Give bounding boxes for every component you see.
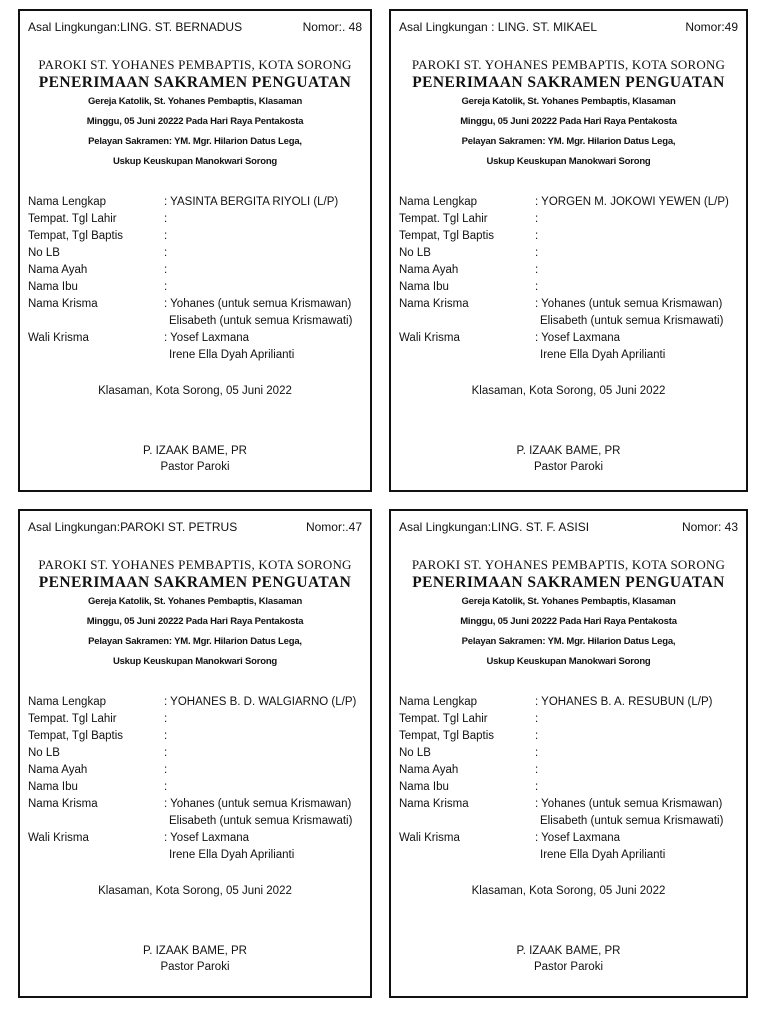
info-line: Gereja Katolik, St. Yohanes Pembaptis, Klasaman bbox=[461, 596, 676, 607]
field-colon: : bbox=[535, 264, 539, 276]
field-colon: : bbox=[535, 730, 539, 742]
field-row bbox=[28, 762, 364, 779]
field-label: No LB bbox=[28, 747, 60, 759]
full-name-value: : YOHANES B. D. WALGIARNO (L/P) bbox=[164, 696, 357, 708]
krisma-line-1: : Yohanes (untuk semua Krismawan) bbox=[164, 798, 352, 810]
info-line: Pelayan Sakramen: YM. Mgr. Hilarion Datus Lega, bbox=[88, 136, 302, 147]
krisma-line-1: : Yohanes (untuk semua Krismawan) bbox=[164, 298, 352, 310]
field-row bbox=[399, 194, 740, 211]
full-name-value: : YORGEN M. JOKOWI YEWEN (L/P) bbox=[535, 196, 729, 208]
origin-text: Asal Lingkungan:LING. ST. F. ASISI bbox=[399, 520, 590, 534]
number-text: Nomor:.47 bbox=[305, 520, 362, 534]
field-colon: : bbox=[535, 764, 539, 776]
info-line: Pelayan Sakramen: YM. Mgr. Hilarion Datus Lega, bbox=[88, 636, 302, 647]
field-colon: : bbox=[164, 730, 168, 742]
card-heading bbox=[20, 557, 370, 672]
field-list bbox=[399, 694, 740, 864]
wali-value bbox=[164, 330, 364, 364]
signer-name: P. IZAAK BAME, PR bbox=[143, 945, 247, 957]
field-row bbox=[28, 711, 364, 728]
card-header bbox=[28, 20, 362, 34]
certificate-title: PENERIMAAN SAKRAMEN PENGUATAN bbox=[38, 574, 352, 591]
signer-name: P. IZAAK BAME, PR bbox=[516, 945, 621, 957]
certificate-title: PENERIMAAN SAKRAMEN PENGUATAN bbox=[412, 574, 725, 591]
field-row bbox=[399, 694, 740, 711]
field-list bbox=[28, 694, 364, 864]
parish-name: PAROKI ST. YOHANES PEMBAPTIS, KOTA SORONG bbox=[411, 557, 726, 572]
field-label: Tempat. Tgl Lahir bbox=[399, 713, 488, 725]
signer-name: P. IZAAK BAME, PR bbox=[143, 445, 247, 457]
krisma-line-2: Elisabeth (untuk semua Krismawati) bbox=[169, 315, 353, 327]
field-label: Tempat, Tgl Baptis bbox=[28, 730, 124, 742]
origin-text: Asal Lingkungan : LING. ST. MIKAEL bbox=[399, 20, 598, 34]
field-label: Nama Ayah bbox=[28, 264, 88, 276]
card-heading bbox=[20, 57, 370, 172]
info-line: Uskup Keuskupan Manokwari Sorong bbox=[486, 156, 651, 167]
wali-line-1: : Yosef Laxmana bbox=[164, 332, 250, 344]
field-label: No LB bbox=[28, 247, 60, 259]
krisma-line-1: : Yohanes (untuk semua Krismawan) bbox=[535, 298, 723, 310]
field-label: Nama Ayah bbox=[399, 264, 459, 276]
field-colon: : bbox=[535, 713, 539, 725]
krisma-line-1: : Yohanes (untuk semua Krismawan) bbox=[535, 798, 723, 810]
field-colon: : bbox=[535, 781, 539, 793]
field-list bbox=[28, 194, 364, 364]
field-label: No LB bbox=[399, 747, 431, 759]
field-row bbox=[399, 745, 740, 762]
field-row bbox=[28, 211, 364, 228]
certificate-title: PENERIMAAN SAKRAMEN PENGUATAN bbox=[38, 74, 352, 91]
certificate-card bbox=[18, 509, 372, 998]
field-colon: : bbox=[164, 230, 168, 242]
info-line: Pelayan Sakramen: YM. Mgr. Hilarion Datus Lega, bbox=[461, 136, 676, 147]
wali-line-2: Irene Ella Dyah Aprilianti bbox=[540, 349, 666, 361]
krisma-line-2: Elisabeth (untuk semua Krismawati) bbox=[540, 315, 724, 327]
certificate-card bbox=[389, 509, 748, 998]
field-colon: : bbox=[164, 713, 168, 725]
card-heading bbox=[391, 57, 746, 172]
wali-line-2: Irene Ella Dyah Aprilianti bbox=[169, 349, 295, 361]
field-label: Tempat, Tgl Baptis bbox=[399, 730, 495, 742]
field-label: No LB bbox=[399, 247, 431, 259]
krisma-value bbox=[535, 296, 740, 330]
wali-line-1: : Yosef Laxmana bbox=[535, 832, 621, 844]
field-label: Nama Ibu bbox=[28, 281, 78, 293]
field-label: Nama Krisma bbox=[399, 798, 469, 810]
field-colon: : bbox=[535, 230, 539, 242]
info-line: Minggu, 05 Juni 20222 Pada Hari Raya Pentakosta bbox=[460, 616, 677, 627]
field-row bbox=[399, 228, 740, 245]
field-colon: : bbox=[535, 747, 539, 759]
field-label: Nama Lengkap bbox=[399, 196, 477, 208]
signer-role: Pastor Paroki bbox=[533, 461, 604, 473]
full-name-value: : YASINTA BERGITA RIYOLI (L/P) bbox=[164, 196, 339, 208]
field-label: Nama Krisma bbox=[28, 298, 98, 310]
field-colon: : bbox=[164, 247, 168, 259]
field-label: Nama Lengkap bbox=[28, 196, 106, 208]
info-line: Uskup Keuskupan Manokwari Sorong bbox=[486, 656, 651, 667]
signature-block bbox=[20, 943, 370, 975]
field-colon: : bbox=[535, 281, 539, 293]
field-row bbox=[28, 279, 364, 296]
signer-name: P. IZAAK BAME, PR bbox=[516, 445, 621, 457]
field-label: Nama Lengkap bbox=[399, 696, 477, 708]
field-row bbox=[28, 296, 364, 330]
place-date: Klasaman, Kota Sorong, 05 Juni 2022 bbox=[471, 885, 666, 897]
place-date: Klasaman, Kota Sorong, 05 Juni 2022 bbox=[471, 385, 666, 397]
wali-value bbox=[164, 830, 364, 864]
signer-role: Pastor Paroki bbox=[160, 461, 230, 473]
number-text: Nomor: 43 bbox=[681, 520, 738, 534]
wali-line-2: Irene Ella Dyah Aprilianti bbox=[169, 849, 295, 861]
card-header bbox=[28, 520, 362, 534]
field-colon: : bbox=[164, 264, 168, 276]
field-colon: : bbox=[164, 213, 168, 225]
info-line: Minggu, 05 Juni 20222 Pada Hari Raya Pentakosta bbox=[86, 116, 304, 127]
info-line: Gereja Katolik, St. Yohanes Pembaptis, Klasaman bbox=[87, 596, 303, 607]
signer-role: Pastor Paroki bbox=[160, 961, 230, 973]
field-label: Nama Ayah bbox=[399, 764, 459, 776]
field-label: Nama Lengkap bbox=[28, 696, 106, 708]
field-row bbox=[399, 330, 740, 364]
field-label: Nama Ibu bbox=[399, 281, 449, 293]
wali-value bbox=[535, 830, 740, 864]
krisma-value bbox=[164, 796, 364, 830]
field-label: Nama Ayah bbox=[28, 764, 88, 776]
origin-text: Asal Lingkungan:LING. ST. BERNADUS bbox=[28, 20, 243, 34]
field-row bbox=[399, 762, 740, 779]
field-label: Tempat. Tgl Lahir bbox=[399, 213, 488, 225]
field-row bbox=[28, 830, 364, 864]
field-row bbox=[399, 711, 740, 728]
wali-value bbox=[535, 330, 740, 364]
signer-role: Pastor Paroki bbox=[533, 961, 604, 973]
field-label: Nama Krisma bbox=[399, 298, 469, 310]
field-row bbox=[399, 830, 740, 864]
field-label: Wali Krisma bbox=[399, 832, 460, 844]
field-label: Nama Ibu bbox=[28, 781, 78, 793]
field-row bbox=[399, 779, 740, 796]
field-label: Wali Krisma bbox=[28, 832, 89, 844]
origin-text: Asal Lingkungan:PAROKI ST. PETRUS bbox=[28, 520, 238, 534]
field-row bbox=[399, 796, 740, 830]
field-row bbox=[28, 779, 364, 796]
certificate-card bbox=[18, 9, 372, 492]
parish-name: PAROKI ST. YOHANES PEMBAPTIS, KOTA SORONG bbox=[38, 57, 352, 72]
field-label: Tempat, Tgl Baptis bbox=[399, 230, 495, 242]
field-label: Nama Krisma bbox=[28, 798, 98, 810]
field-row bbox=[28, 745, 364, 762]
field-row bbox=[28, 330, 364, 364]
field-colon: : bbox=[164, 281, 168, 293]
info-line: Gereja Katolik, St. Yohanes Pembaptis, Klasaman bbox=[87, 96, 303, 107]
field-row bbox=[399, 728, 740, 745]
field-row bbox=[28, 194, 364, 211]
field-label: Tempat. Tgl Lahir bbox=[28, 213, 117, 225]
signature-block bbox=[20, 443, 370, 475]
info-line: Minggu, 05 Juni 20222 Pada Hari Raya Pentakosta bbox=[86, 616, 304, 627]
number-text: Nomor:. 48 bbox=[302, 20, 362, 34]
field-row bbox=[399, 279, 740, 296]
parish-name: PAROKI ST. YOHANES PEMBAPTIS, KOTA SORONG bbox=[38, 557, 352, 572]
wali-line-1: : Yosef Laxmana bbox=[535, 332, 621, 344]
field-label: Wali Krisma bbox=[399, 332, 460, 344]
field-row bbox=[399, 262, 740, 279]
krisma-line-2: Elisabeth (untuk semua Krismawati) bbox=[169, 815, 353, 827]
signature-block bbox=[391, 943, 746, 975]
krisma-line-2: Elisabeth (untuk semua Krismawati) bbox=[540, 815, 724, 827]
field-label: Tempat. Tgl Lahir bbox=[28, 713, 117, 725]
card-header bbox=[399, 520, 738, 534]
field-row bbox=[28, 796, 364, 830]
field-row bbox=[28, 728, 364, 745]
field-label: Tempat, Tgl Baptis bbox=[28, 230, 124, 242]
number-text: Nomor:49 bbox=[685, 20, 738, 34]
field-colon: : bbox=[535, 213, 539, 225]
field-colon: : bbox=[164, 781, 168, 793]
signature-block bbox=[391, 443, 746, 475]
info-line: Uskup Keuskupan Manokwari Sorong bbox=[112, 656, 278, 667]
place-date: Klasaman, Kota Sorong, 05 Juni 2022 bbox=[98, 885, 292, 897]
field-row bbox=[28, 262, 364, 279]
krisma-value bbox=[164, 296, 364, 330]
field-row bbox=[28, 245, 364, 262]
field-row bbox=[399, 211, 740, 228]
card-header bbox=[399, 20, 738, 34]
info-line: Pelayan Sakramen: YM. Mgr. Hilarion Datus Lega, bbox=[461, 636, 676, 647]
certificate-title: PENERIMAAN SAKRAMEN PENGUATAN bbox=[412, 74, 725, 91]
field-row bbox=[28, 694, 364, 711]
wali-line-2: Irene Ella Dyah Aprilianti bbox=[540, 849, 666, 861]
field-row bbox=[28, 228, 364, 245]
info-line: Gereja Katolik, St. Yohanes Pembaptis, Klasaman bbox=[461, 96, 676, 107]
wali-line-1: : Yosef Laxmana bbox=[164, 832, 250, 844]
info-line: Uskup Keuskupan Manokwari Sorong bbox=[112, 156, 278, 167]
field-colon: : bbox=[164, 764, 168, 776]
field-colon: : bbox=[535, 247, 539, 259]
field-label: Wali Krisma bbox=[28, 332, 89, 344]
field-row bbox=[399, 296, 740, 330]
field-list bbox=[399, 194, 740, 364]
field-colon: : bbox=[164, 747, 168, 759]
full-name-value: : YOHANES B. A. RESUBUN (L/P) bbox=[535, 696, 713, 708]
place-date: Klasaman, Kota Sorong, 05 Juni 2022 bbox=[98, 385, 292, 397]
info-line: Minggu, 05 Juni 20222 Pada Hari Raya Pentakosta bbox=[460, 116, 677, 127]
parish-name: PAROKI ST. YOHANES PEMBAPTIS, KOTA SORONG bbox=[411, 57, 726, 72]
field-row bbox=[399, 245, 740, 262]
card-heading bbox=[391, 557, 746, 672]
field-label: Nama Ibu bbox=[399, 781, 449, 793]
krisma-value bbox=[535, 796, 740, 830]
certificate-card bbox=[389, 9, 748, 492]
